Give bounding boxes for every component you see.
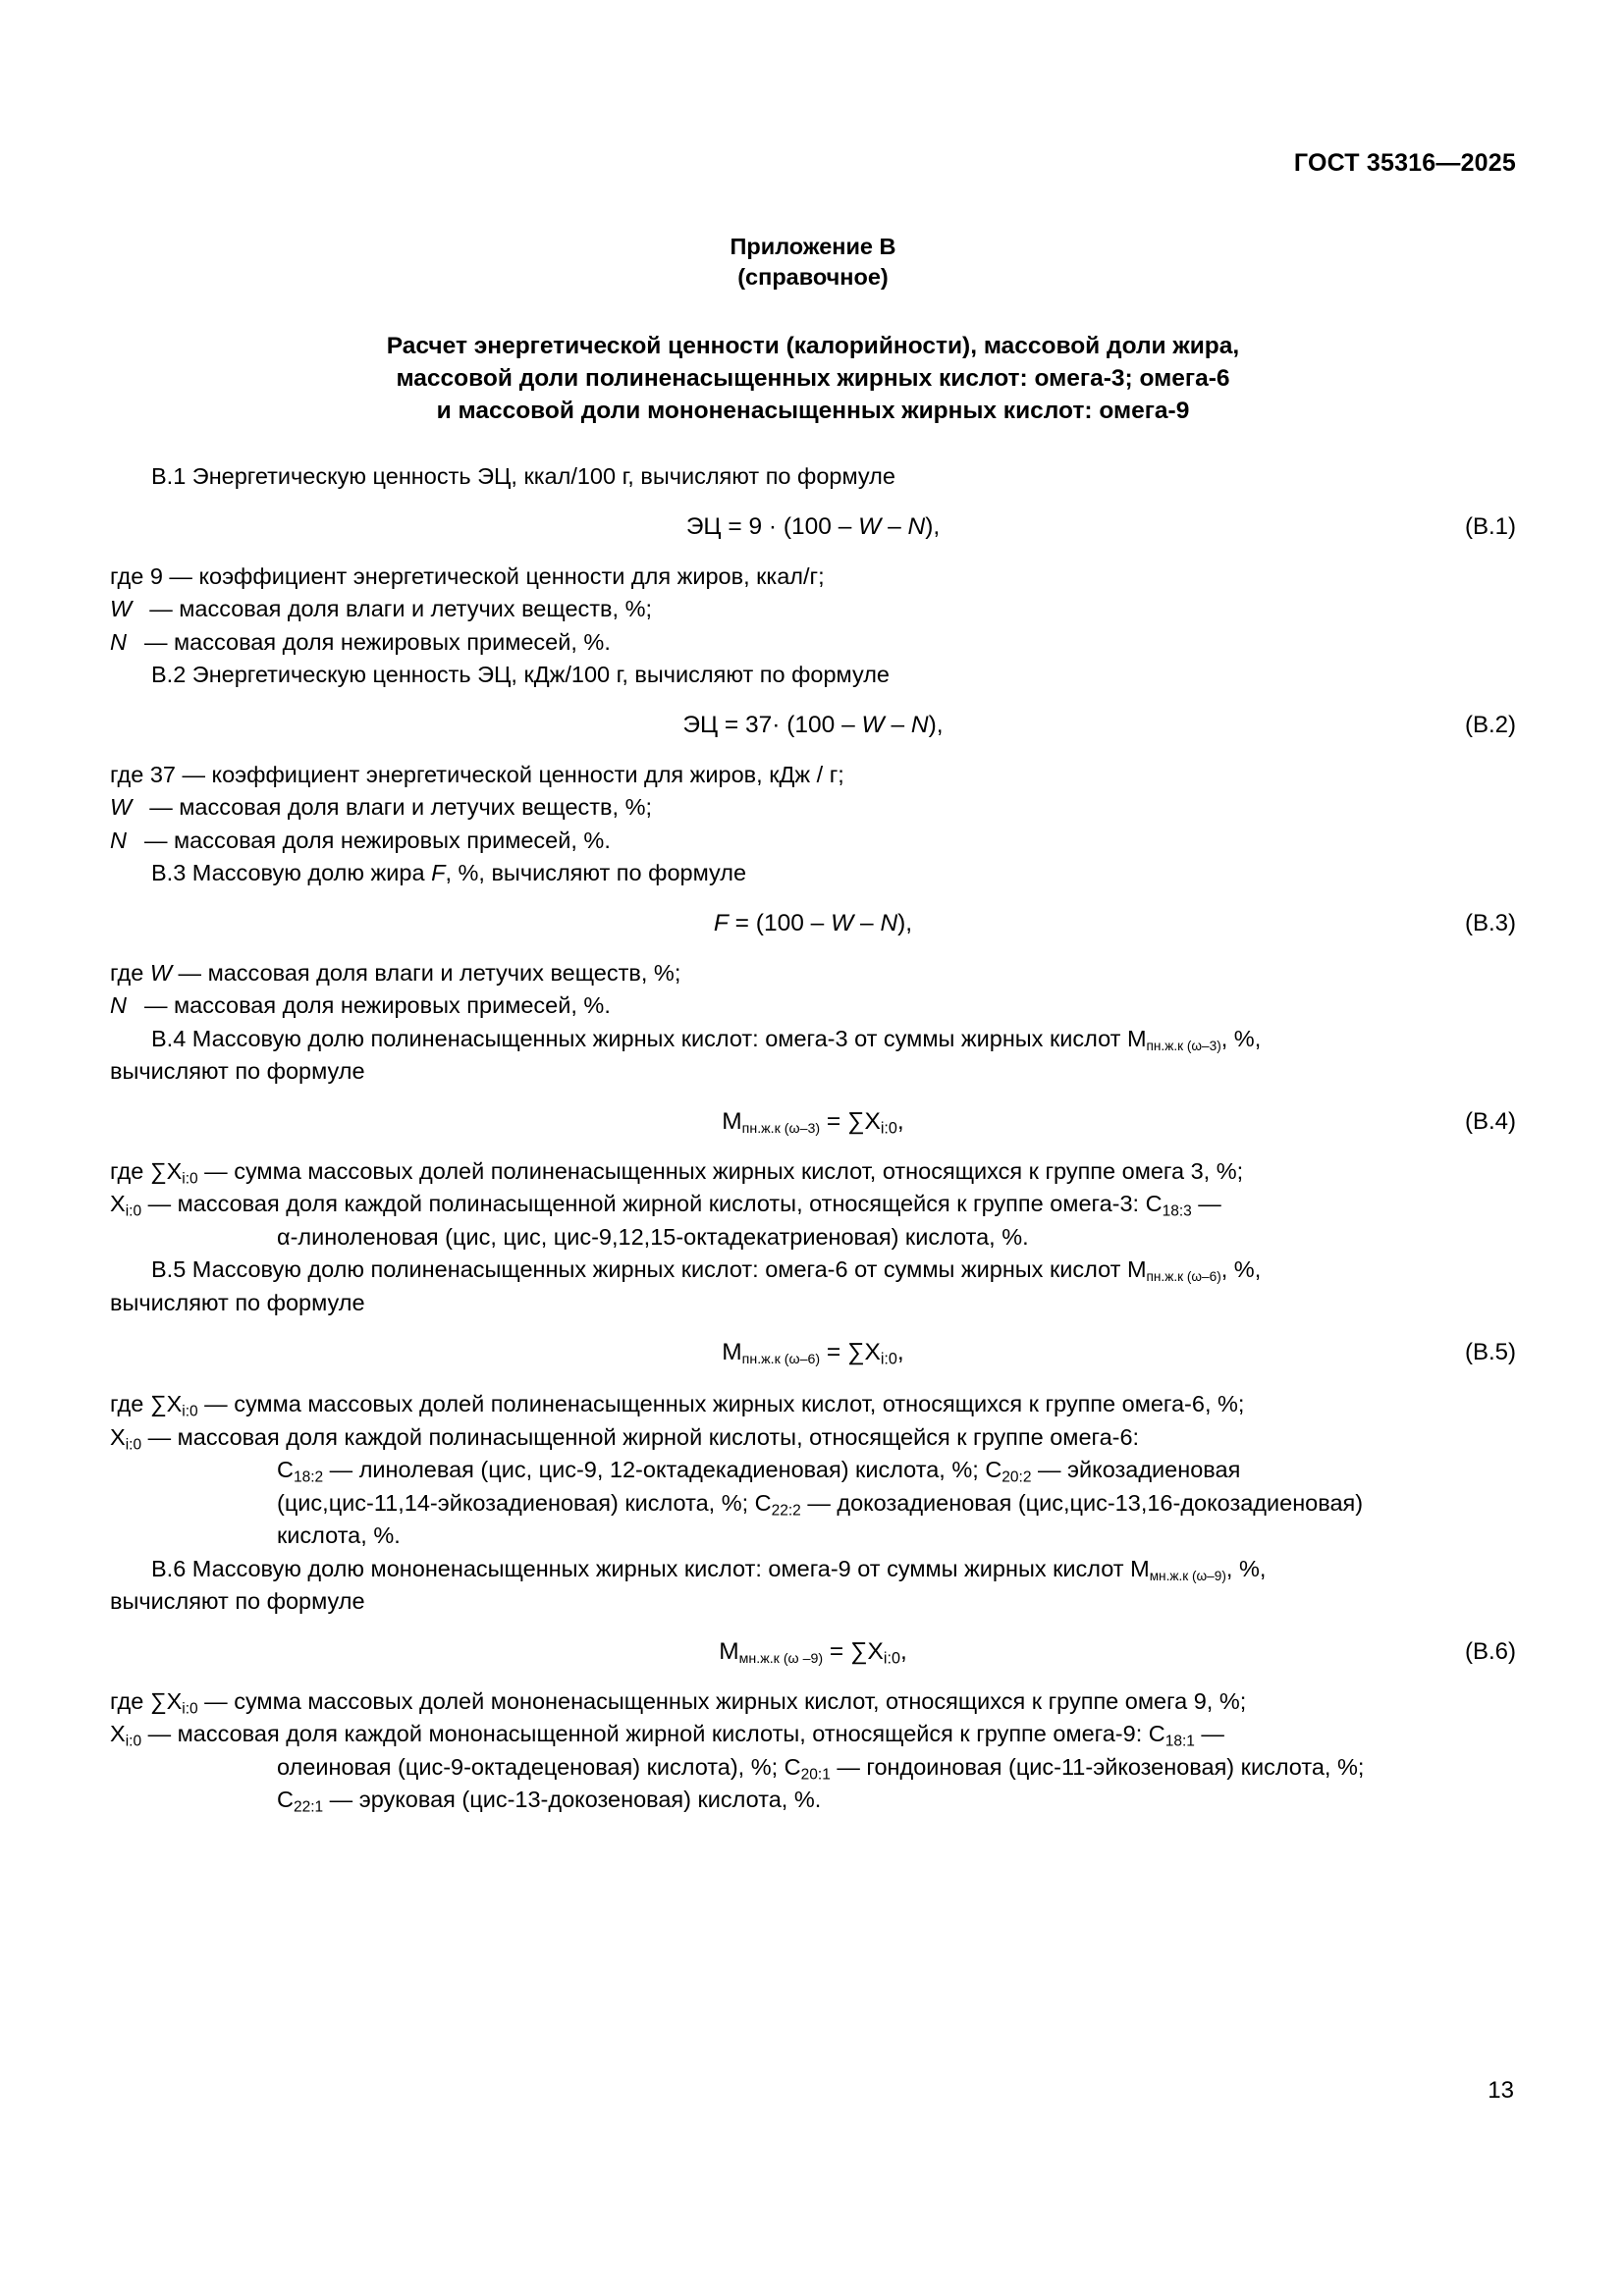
section-b4-def bbox=[110, 1188, 1516, 1221]
formula-b1-row bbox=[110, 507, 1516, 547]
section-b3-intro bbox=[110, 857, 1516, 890]
formula-b5-m: M bbox=[722, 1339, 742, 1365]
section-b4-def-line2: α-линоленовая (цис, цис, цис-9,12,15-октадекатриеновая) кислота, %. bbox=[277, 1223, 1029, 1250]
var-w-symbol-2: W bbox=[110, 794, 133, 820]
formula-b5-x-sub: i:0 bbox=[880, 1350, 897, 1368]
page-content bbox=[110, 0, 1516, 1817]
standard-number-header: ГОСТ 35316—2025 bbox=[1293, 149, 1516, 177]
section-b5-def-l3-p2: — докозадиеновая (цис,цис-13,16-докозадиеновая) bbox=[800, 1489, 1364, 1516]
section-b1-def-n-text: — массовая доля нежировых примесей, %. bbox=[143, 628, 611, 655]
section-b6-def-b: — массовая доля каждой мононасыщенной жирной кислоты, относящейся к группе омега-9: C bbox=[141, 1721, 1165, 1746]
formula-b4-row bbox=[110, 1102, 1516, 1142]
annex-kind: (справочное) bbox=[737, 264, 889, 290]
section-b5-def-a: X bbox=[110, 1423, 126, 1450]
formula-b2-var-w: W bbox=[861, 711, 885, 738]
section-b5-where bbox=[110, 1388, 1516, 1421]
formula-b6 bbox=[110, 1632, 1516, 1672]
section-b2-def-n-text: — массовая доля нежировых примесей, %. bbox=[143, 827, 611, 853]
section-b6-intro-b: , %, bbox=[1225, 1555, 1267, 1581]
section-b6-def-l3-p1: C bbox=[277, 1787, 294, 1812]
section-b6-def-l2-p2: — гондоиновая (цис-11-эйкозеновая) кислота, %; bbox=[830, 1753, 1365, 1780]
section-b4-def-sub: i:0 bbox=[125, 1202, 142, 1220]
formula-b5 bbox=[110, 1333, 1516, 1372]
annex-label: Приложение В bbox=[730, 234, 896, 259]
section-b5-def-b: — массовая доля каждой полинасыщенной жирной кислоты, относящейся к группе омега-6: bbox=[141, 1423, 1140, 1450]
section-b6-where bbox=[110, 1685, 1516, 1719]
section-b6-intro-sub: мн.ж.к (ω–9) bbox=[1149, 1568, 1226, 1583]
var-n-symbol-3: N bbox=[110, 992, 127, 1018]
var-n-symbol: N bbox=[110, 628, 127, 655]
section-b4-where-b: — сумма массовых долей полиненасыщенных жирных кислот, относящихся к группе омега 3, %; bbox=[197, 1157, 1244, 1184]
section-b1-def-w-text: — массовая доля влаги и летучих веществ, %; bbox=[149, 596, 653, 621]
section-b1-def-n bbox=[110, 626, 1516, 660]
section-b6-def-l3-p2: — эруковая (цис-13-докозеновая) кислота, %. bbox=[323, 1787, 822, 1812]
annex-title-line-1: Расчет энергетической ценности (калорийности), массовой доли жира, bbox=[386, 333, 1240, 359]
formula-b3-mid: – bbox=[853, 909, 881, 936]
section-b5-def-l2-s2: 20:2 bbox=[1001, 1468, 1032, 1486]
formula-b5-tail: , bbox=[896, 1339, 904, 1365]
section-b5-def-l3-s1: 22:2 bbox=[771, 1501, 801, 1519]
var-w-symbol: W bbox=[110, 596, 133, 621]
section-b5-def-l2-p1: C bbox=[277, 1457, 294, 1482]
formula-b5-row bbox=[110, 1333, 1516, 1372]
formula-b3-var-w: W bbox=[831, 909, 854, 936]
var-n-symbol-2: N bbox=[110, 827, 127, 853]
section-b3-where-prefix: где bbox=[110, 959, 150, 986]
section-b3-intro-b: , %, вычисляют по формуле bbox=[445, 860, 747, 885]
formula-b1-var-n: N bbox=[907, 512, 926, 540]
page-number: 13 bbox=[1488, 2077, 1514, 2104]
formula-b4-eq: = ∑X bbox=[820, 1107, 881, 1135]
section-b3-where-rest: — массовая доля влаги и летучих веществ, %; bbox=[172, 959, 681, 986]
section-b3-where bbox=[110, 957, 1516, 990]
section-b5-intro-sub: пн.ж.к (ω–6) bbox=[1146, 1268, 1221, 1284]
formula-b1-lhs: ЭЦ = 9 · (100 – bbox=[685, 512, 859, 540]
section-b5-intro-a: В.5 Массовую долю полиненасыщенных жирных кислот: омега-6 от суммы жирных кислот M bbox=[151, 1256, 1147, 1282]
section-b4-intro-cont: вычисляют по формуле bbox=[110, 1058, 365, 1084]
formula-b2-tail: ), bbox=[928, 711, 944, 738]
annex-heading-block bbox=[110, 232, 1516, 427]
section-b4-def-a: X bbox=[110, 1191, 126, 1216]
section-b6-def-a: X bbox=[110, 1721, 126, 1746]
formula-b3 bbox=[110, 904, 1516, 943]
section-b4-where bbox=[110, 1155, 1516, 1189]
section-b6-intro bbox=[110, 1553, 1516, 1586]
formula-b6-eq: = ∑X bbox=[823, 1637, 884, 1665]
formula-b1 bbox=[110, 507, 1516, 547]
section-b5-where-b: — сумма массовых долей полиненасыщенных жирных кислот, относящихся к группе омега-6, %; bbox=[197, 1391, 1245, 1416]
section-b5-def bbox=[110, 1421, 1516, 1455]
formula-b2-mid: – bbox=[884, 711, 911, 738]
section-b4-intro bbox=[110, 1023, 1516, 1056]
section-b6-def-line2 bbox=[110, 1751, 1516, 1785]
section-b5-where-sub: i:0 bbox=[182, 1403, 198, 1420]
section-b2-def-w-text: — массовая доля влаги и летучих веществ, %; bbox=[149, 794, 653, 820]
formula-b6-x-sub: i:0 bbox=[883, 1649, 900, 1668]
formula-b2-lhs: ЭЦ = 37· (100 – bbox=[682, 711, 862, 738]
formula-b2-row bbox=[110, 706, 1516, 745]
formula-b2-var-n: N bbox=[910, 711, 929, 738]
section-b3-def-n bbox=[110, 989, 1516, 1023]
formula-b6-row bbox=[110, 1632, 1516, 1672]
section-b1-def-w bbox=[110, 593, 1516, 626]
section-b6-def-sub2: 18:1 bbox=[1164, 1733, 1195, 1750]
section-b5-def-line2 bbox=[110, 1454, 1516, 1487]
section-b5-def-line3 bbox=[110, 1487, 1516, 1521]
formula-b1-number: (В.1) bbox=[1464, 512, 1516, 540]
annex-title bbox=[110, 330, 1516, 427]
section-b5-intro bbox=[110, 1254, 1516, 1287]
formula-b3-row bbox=[110, 904, 1516, 943]
section-b6-intro-cont: вычисляют по формуле bbox=[110, 1588, 365, 1614]
section-b3-var-f: F bbox=[431, 860, 446, 885]
formula-b5-m-sub: пн.ж.к (ω–6) bbox=[741, 1351, 821, 1367]
section-b6-where-a: где ∑X bbox=[110, 1687, 183, 1714]
section-b2-def-n bbox=[110, 825, 1516, 858]
section-b4-def-c: — bbox=[1191, 1191, 1221, 1216]
annex-title-line-2: массовой доли полиненасыщенных жирных кислот: омега-3; омега-6 bbox=[396, 365, 1230, 392]
formula-b5-number: (В.5) bbox=[1464, 1339, 1516, 1365]
section-b6-def-c: — bbox=[1194, 1721, 1224, 1746]
formula-b4-m: M bbox=[722, 1107, 742, 1135]
formula-b2 bbox=[110, 706, 1516, 745]
section-b2-intro: В.2 Энергетическую ценность ЭЦ, кДж/100 г, вычисляют по формуле bbox=[151, 662, 890, 687]
section-b6-def-line3 bbox=[110, 1784, 1516, 1817]
section-b5-def-l2-p3: — эйкозадиеновая bbox=[1031, 1457, 1241, 1482]
formula-b5-eq: = ∑X bbox=[820, 1339, 881, 1365]
section-b3-def-n-text: — массовая доля нежировых примесей, %. bbox=[143, 992, 611, 1018]
formula-b1-tail: ), bbox=[925, 512, 941, 540]
formula-b1-var-w: W bbox=[858, 512, 882, 540]
annex-title-line-3: и массовой доли мононенасыщенных жирных кислот: омега-9 bbox=[436, 398, 1190, 424]
formula-b4-tail: , bbox=[896, 1107, 904, 1135]
formula-b4-x-sub: i:0 bbox=[880, 1119, 897, 1138]
section-b4-def-sub2: 18:3 bbox=[1162, 1202, 1192, 1220]
section-b5-def-l2-s1: 18:2 bbox=[293, 1468, 324, 1486]
section-b4-intro-sub: пн.ж.к (ω–3) bbox=[1146, 1038, 1221, 1053]
section-b5-def-l2-p2: — линолевая (цис, цис-9, 12-октадекадиеновая) кислота, %; C bbox=[323, 1457, 1002, 1482]
formula-b3-number: (В.3) bbox=[1464, 909, 1516, 936]
formula-b4-m-sub: пн.ж.к (ω–3) bbox=[741, 1120, 821, 1137]
section-b5-def-line4: кислота, %. bbox=[277, 1522, 401, 1548]
section-b3-intro-a: В.3 Массовую долю жира bbox=[151, 860, 432, 885]
section-b6-def-l2-p1: олеиновая (цис-9-октадеценовая) кислота), %; C bbox=[277, 1753, 801, 1780]
formula-b3-var-n: N bbox=[880, 909, 898, 936]
section-b5-def-sub: i:0 bbox=[125, 1435, 142, 1453]
section-b2-def-w bbox=[110, 791, 1516, 825]
section-b6-intro-a: В.6 Массовую долю мононенасыщенных жирных кислот: омега-9 от суммы жирных кислот M bbox=[151, 1555, 1150, 1581]
section-b5-where-a: где ∑X bbox=[110, 1391, 183, 1416]
section-b5-intro-b: , %, bbox=[1220, 1256, 1262, 1282]
section-b6-def bbox=[110, 1718, 1516, 1751]
section-b6-def-sub: i:0 bbox=[125, 1733, 142, 1750]
formula-b3-tail: ), bbox=[897, 909, 913, 936]
section-b4-intro-a: В.4 Массовую долю полиненасыщенных жирных кислот: омега-3 от суммы жирных кислот M bbox=[151, 1025, 1147, 1051]
formula-b6-m: M bbox=[719, 1637, 739, 1665]
formula-b2-number: (В.2) bbox=[1464, 711, 1516, 738]
section-b1-where: где 9 — коэффициент энергетической ценности для жиров, ккал/г; bbox=[110, 562, 825, 589]
section-b6-def-l3-s1: 22:1 bbox=[293, 1798, 324, 1816]
section-b6-where-b: — сумма массовых долей мононенасыщенных жирных кислот, относящихся к группе омега 9, %; bbox=[197, 1687, 1247, 1714]
section-b4-where-a: где ∑X bbox=[110, 1157, 183, 1184]
section-b4-where-sub: i:0 bbox=[182, 1169, 198, 1187]
section-b4-def-b: — массовая доля каждой полинасыщенной жирной кислоты, относящейся к группе омега-3: C bbox=[141, 1191, 1163, 1216]
section-b6-def-l2-s1: 20:1 bbox=[800, 1765, 831, 1783]
formula-b3-var-f: F bbox=[713, 909, 729, 936]
section-b1-intro: В.1 Энергетическую ценность ЭЦ, ккал/100 г, вычисляют по формуле bbox=[151, 463, 895, 489]
section-b2-where: где 37 — коэффициент энергетической ценности для жиров, кДж / г; bbox=[110, 761, 844, 787]
formula-b6-tail: , bbox=[899, 1637, 907, 1665]
formula-b3-eq: = (100 – bbox=[728, 909, 832, 936]
formula-b1-mid: – bbox=[881, 512, 908, 540]
formula-b6-number: (В.6) bbox=[1464, 1637, 1516, 1665]
formula-b4 bbox=[110, 1102, 1516, 1142]
formula-b6-m-sub: мн.ж.к (ω –9) bbox=[738, 1650, 824, 1667]
section-b3-where-var-w: W bbox=[149, 959, 173, 986]
formula-b4-number: (В.4) bbox=[1464, 1107, 1516, 1135]
section-b6-where-sub: i:0 bbox=[182, 1699, 198, 1717]
section-b5-intro-cont: вычисляют по формуле bbox=[110, 1289, 365, 1315]
section-b4-intro-b: , %, bbox=[1220, 1025, 1262, 1051]
section-b5-def-l3-p1: (цис,цис-11,14-эйкозадиеновая) кислота, %; C bbox=[277, 1489, 772, 1516]
